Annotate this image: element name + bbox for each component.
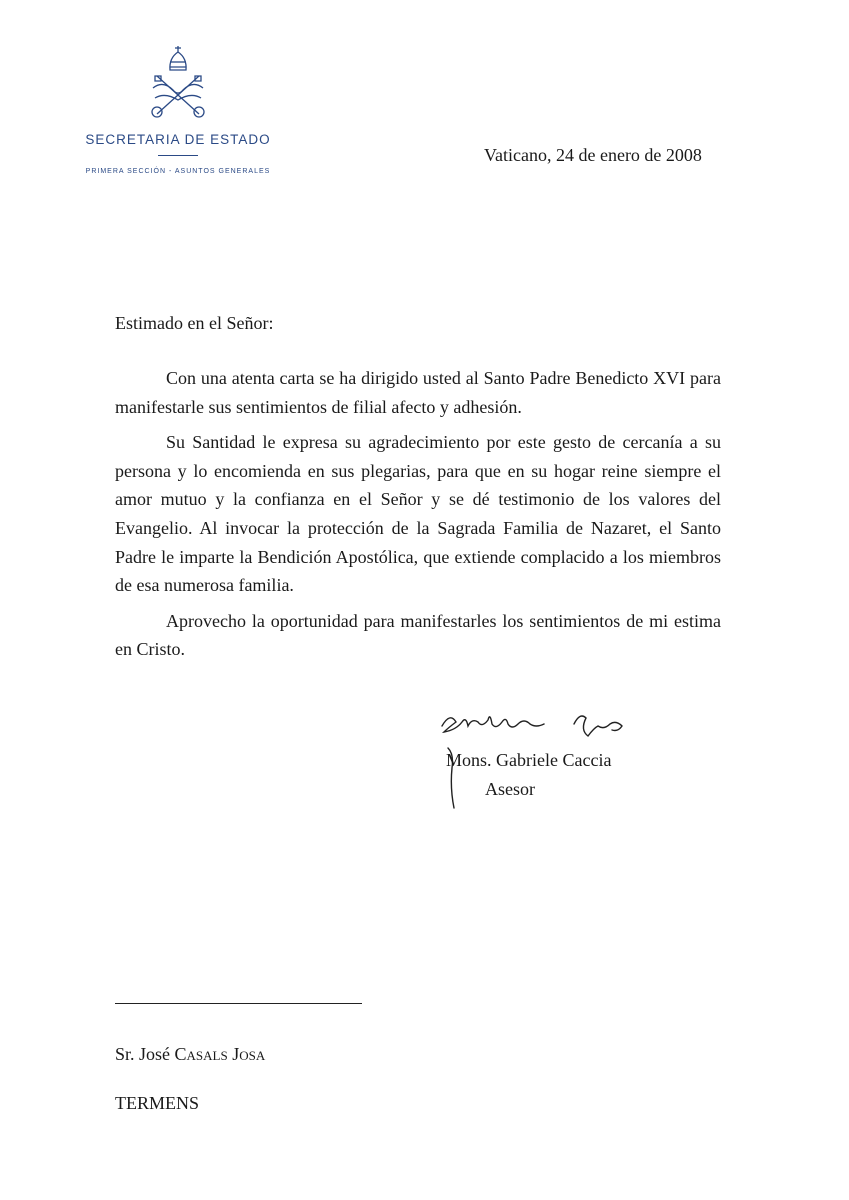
- recipient-surname: Casals Josa: [174, 1044, 266, 1064]
- letterhead: [60, 40, 296, 175]
- paragraph: Aprovecho la oportunidad para manifestarles los sentimientos de mi estima en Cristo.: [115, 610, 721, 660]
- recipient-prefix: Sr. José: [115, 1044, 171, 1064]
- signer-name: Mons. Gabriele Caccia: [446, 750, 612, 770]
- signer-title: Asesor: [485, 779, 535, 799]
- date-line: Vaticano, 24 de enero de 2008: [484, 145, 702, 165]
- recipient-name: [115, 1044, 265, 1065]
- papal-emblem-icon: [143, 40, 213, 122]
- paragraph: Con una atenta carta se ha dirigido usted al Santo Padre Benedicto XVI para manifestarle sus sentimientos de filial afecto y adhesión.: [115, 368, 721, 417]
- recipient-city: TERMENS: [115, 1093, 200, 1113]
- address-divider: [115, 1003, 362, 1004]
- salutation: Estimado en el Señor:: [115, 313, 274, 333]
- office-title: SECRETARIA DE ESTADO: [85, 132, 271, 147]
- letter-body: [115, 364, 721, 671]
- paragraph: Su Santidad le expresa su agradecimiento por este gesto de cercanía a su persona y lo encomienda en sus plegarias, para que en su hogar reine siempre el amor mutuo y la confianza en el Señor y se dé testimonio de los valores del Evangelio. Al invocar la protección de la Sagrada Familia de Nazaret, el Santo Padre le imparte la Bendición Apostólica, que extiende complacido a los miembros de esa numerosa familia.: [115, 432, 721, 596]
- office-section: PRIMERA SECCIÓN - ASUNTOS GENERALES: [85, 168, 271, 175]
- letterhead-divider: [158, 155, 198, 156]
